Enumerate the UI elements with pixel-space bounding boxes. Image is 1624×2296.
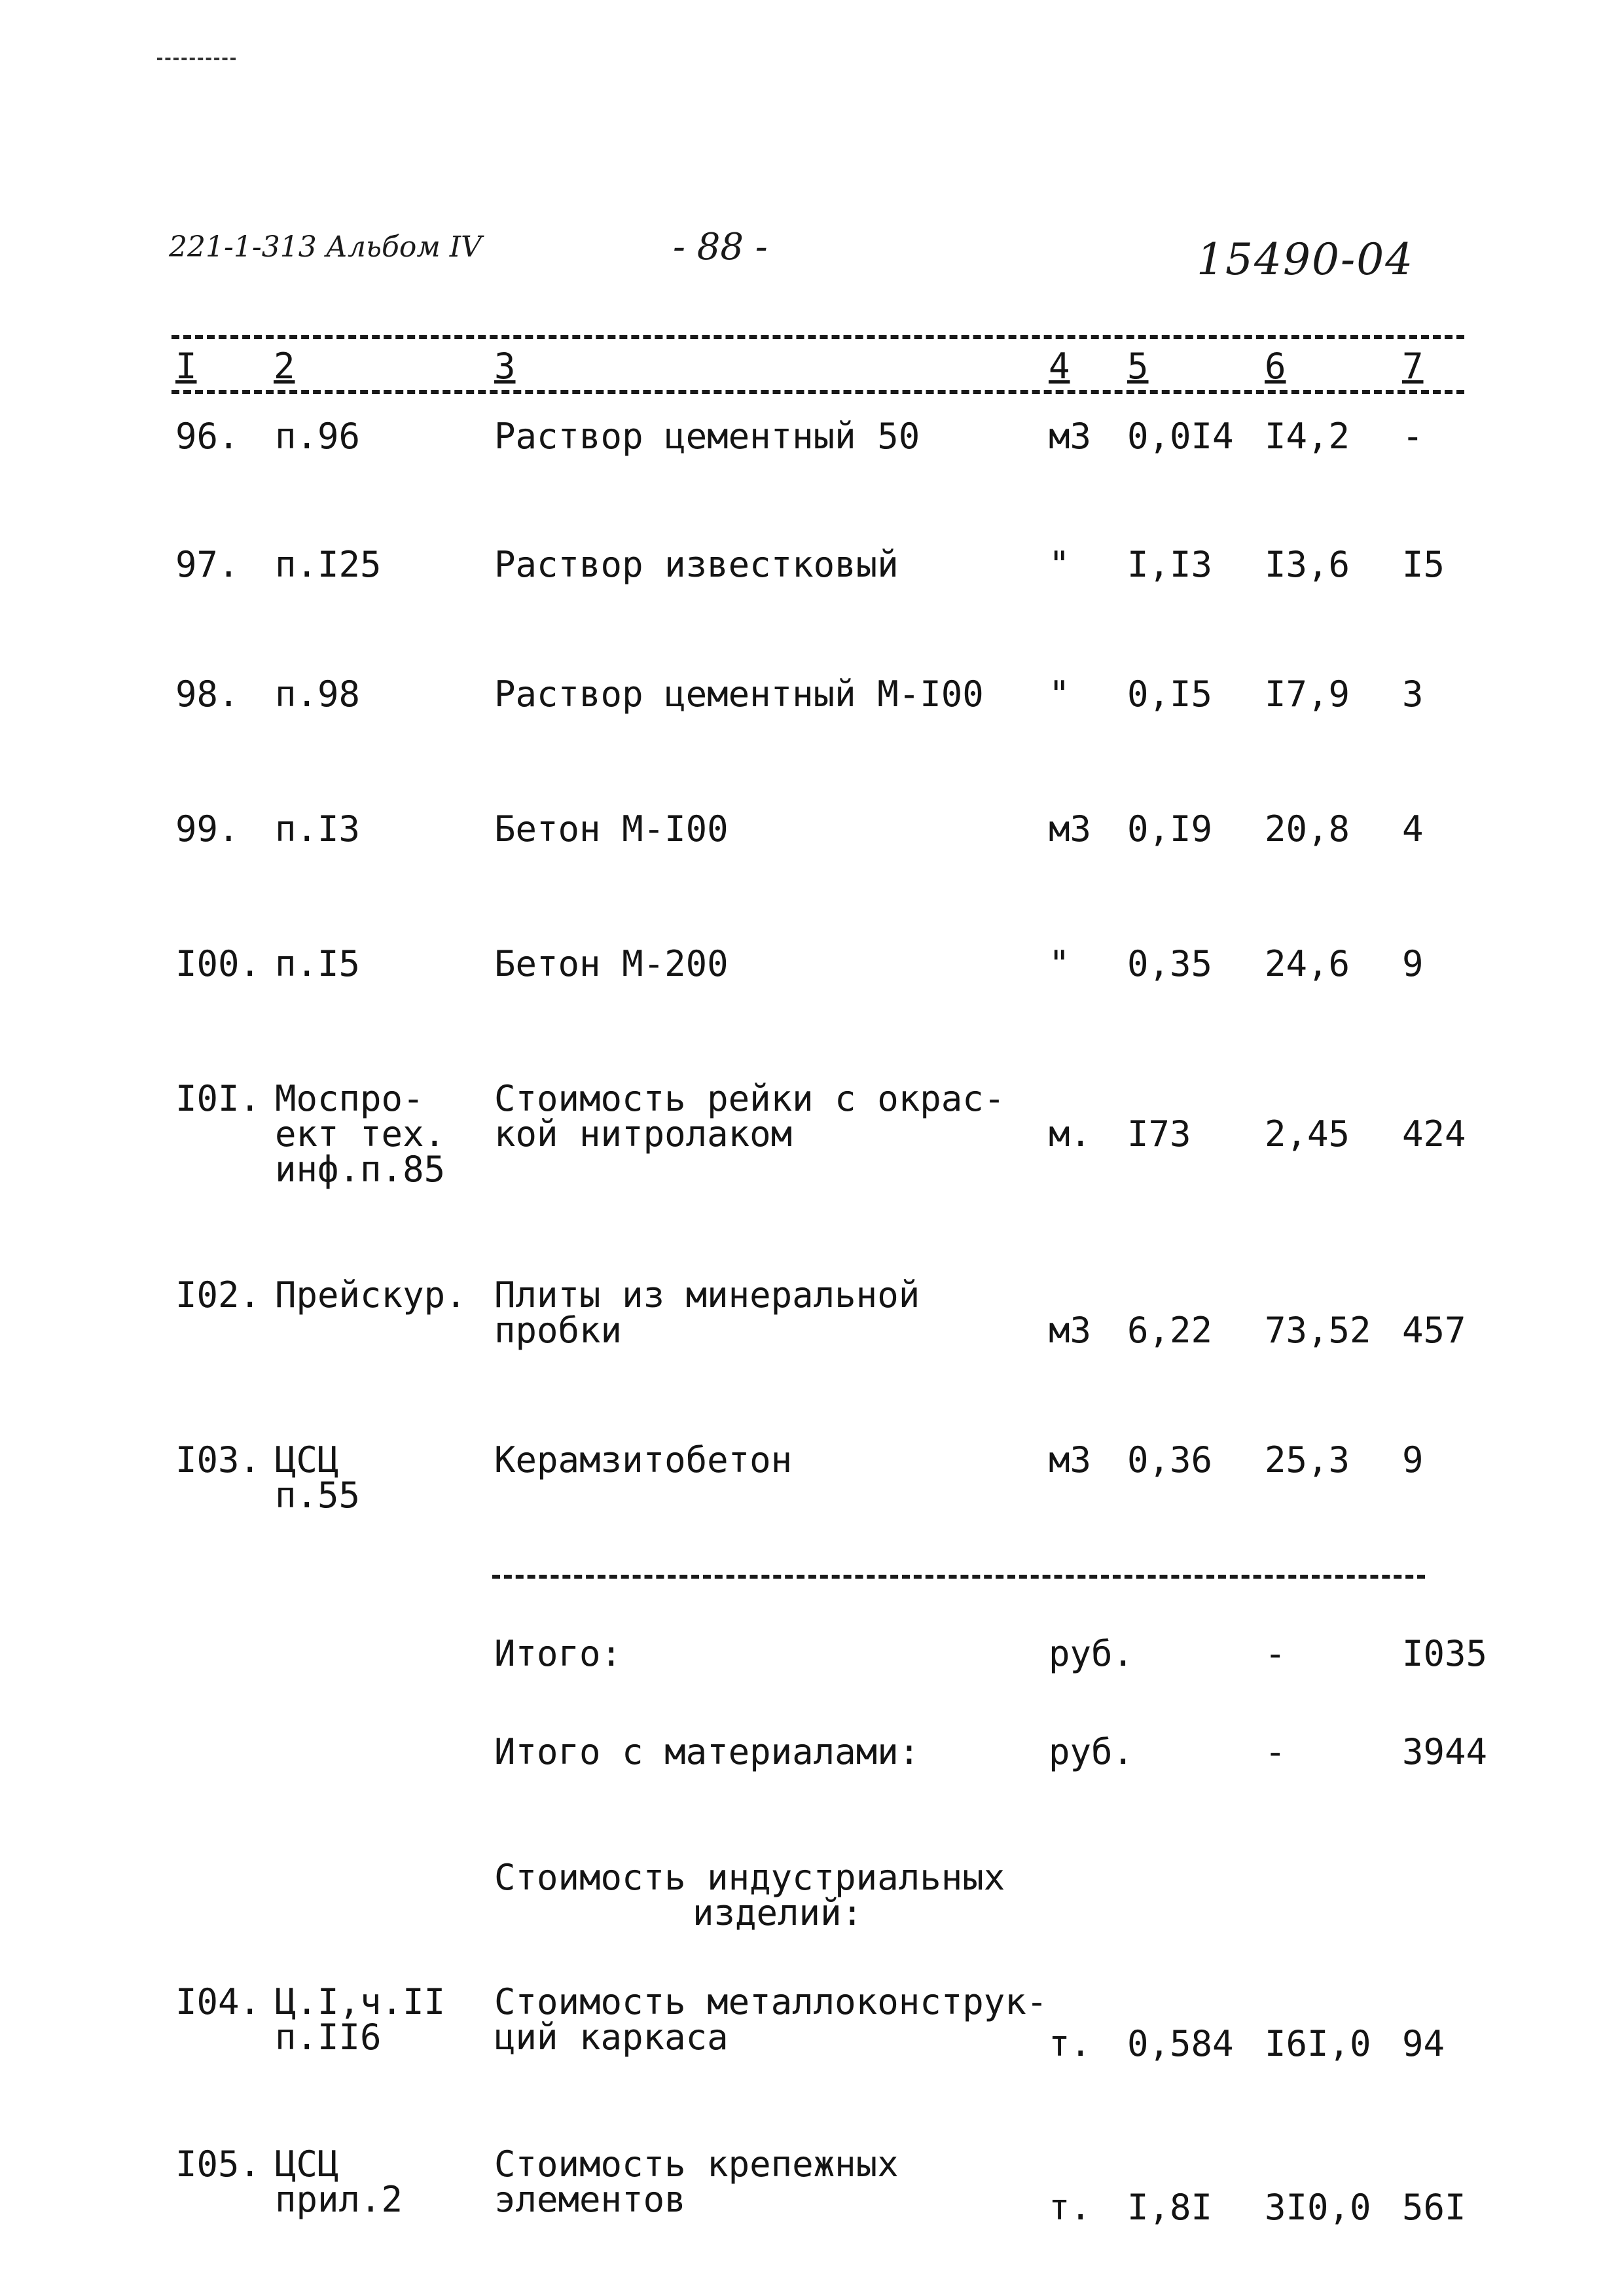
row-source: прил.2 [275,2179,403,2220]
row-name: Раствор цементный М-I00 [494,673,984,715]
col-header-3: 3 [494,346,516,387]
section-title: изделий: [693,1892,863,1933]
col-header-4: 4 [1049,346,1070,387]
row-price: I7,9 [1265,673,1350,715]
total-unit: руб. [1049,1731,1134,1772]
section-title: Стоимость индустриальных [494,1857,1005,1898]
row-number: I00. [175,943,261,984]
row-name: ций каркаса [494,2017,729,2058]
row-name: кой нитролаком [494,1113,793,1155]
header-bottom-rule [171,390,1464,394]
row-unit: т. [1049,2023,1092,2064]
row-number: I03. [175,1439,261,1480]
col-header-2: 2 [274,346,295,387]
row-quantity: 0,0I4 [1127,416,1234,457]
row-source: Моспро- [275,1078,424,1119]
row-quantity: 0,584 [1127,2023,1234,2064]
row-name: пробки [494,1310,623,1351]
row-source: ЦСЦ [275,1439,339,1480]
row-price: I3,6 [1265,544,1350,585]
totals-rule [492,1575,1425,1579]
row-number: I04. [175,1981,261,2022]
row-source: п.I3 [275,808,361,850]
row-unit: м3 [1049,416,1092,457]
row-source: инф.п.85 [275,1149,446,1190]
row-price: 3I0,0 [1265,2187,1371,2228]
row-source: Прейскур. [275,1274,467,1316]
page-number: - 88 - [673,226,768,268]
row-quantity: I,I3 [1127,544,1213,585]
total-value: 3944 [1402,1731,1488,1772]
row-quantity: I73 [1127,1113,1191,1155]
row-price: 25,3 [1265,1439,1350,1480]
row-quantity: I,8I [1127,2187,1213,2228]
row-number: I05. [175,2144,261,2185]
row-total: 3 [1402,673,1424,715]
header-top-rule [171,335,1464,339]
row-total: 9 [1402,1439,1424,1480]
row-unit: " [1049,544,1070,585]
document-code: 15490-04 [1197,234,1415,285]
row-quantity: 0,I9 [1127,808,1213,850]
row-number: I0I. [175,1078,261,1119]
row-price: 24,6 [1265,943,1350,984]
row-name: Плиты из минеральной [494,1274,920,1316]
row-quantity: 6,22 [1127,1310,1213,1351]
row-source: п.55 [275,1475,361,1516]
row-total: - [1402,416,1424,457]
total-value: I035 [1402,1633,1488,1674]
row-source: п.98 [275,673,361,715]
row-name: Стоимость металлоконструк- [494,1981,1048,2022]
row-unit: " [1049,673,1070,715]
col-header-6: 6 [1265,346,1286,387]
row-price: 2,45 [1265,1113,1350,1155]
total-price: - [1265,1731,1286,1772]
total-label: Итого: [494,1633,623,1674]
row-number: 97. [175,544,240,585]
row-number: 96. [175,416,240,457]
pen-scratch-mark [157,58,236,63]
row-name: элементов [494,2179,686,2220]
row-total: 56I [1402,2187,1466,2228]
row-quantity: 0,36 [1127,1439,1213,1480]
row-total: 9 [1402,943,1424,984]
row-name: Бетон М-200 [494,943,729,984]
row-price: 73,52 [1265,1310,1371,1351]
row-number: 99. [175,808,240,850]
row-total: 94 [1402,2023,1445,2064]
row-price: I4,2 [1265,416,1350,457]
row-source: ЦСЦ [275,2144,339,2185]
row-source: ект тех. [275,1113,446,1155]
row-source: п.II6 [275,2017,382,2058]
row-unit: м3 [1049,808,1092,850]
row-total: 457 [1402,1310,1466,1351]
row-price: 20,8 [1265,808,1350,850]
row-name: Керамзитобетон [494,1439,793,1480]
row-name: Раствор известковый [494,544,899,585]
row-name: Стоимость крепежных [494,2144,899,2185]
col-header-7: 7 [1402,346,1424,387]
row-unit: " [1049,943,1070,984]
col-header-5: 5 [1127,346,1149,387]
row-source: п.I5 [275,943,361,984]
row-total: 4 [1402,808,1424,850]
row-name: Стоимость рейки с окрас- [494,1078,1005,1119]
row-price: I6I,0 [1265,2023,1371,2064]
row-quantity: 0,35 [1127,943,1213,984]
row-total: I5 [1402,544,1445,585]
row-source: п.I25 [275,544,382,585]
row-quantity: 0,I5 [1127,673,1213,715]
row-number: I02. [175,1274,261,1316]
total-unit: руб. [1049,1633,1134,1674]
row-source: п.96 [275,416,361,457]
row-unit: м. [1049,1113,1092,1155]
row-total: 424 [1402,1113,1466,1155]
row-unit: т. [1049,2187,1092,2228]
row-source: Ц.I,ч.II [275,1981,446,2022]
total-label: Итого с материалами: [494,1731,920,1772]
row-unit: м3 [1049,1439,1092,1480]
row-number: 98. [175,673,240,715]
row-name: Бетон М-I00 [494,808,729,850]
total-price: - [1265,1633,1286,1674]
row-unit: м3 [1049,1310,1092,1351]
col-header-1: I [175,346,197,387]
album-stamp: 221-1-313 Альбом IV [169,230,482,264]
row-name: Раствор цементный 50 [494,416,920,457]
